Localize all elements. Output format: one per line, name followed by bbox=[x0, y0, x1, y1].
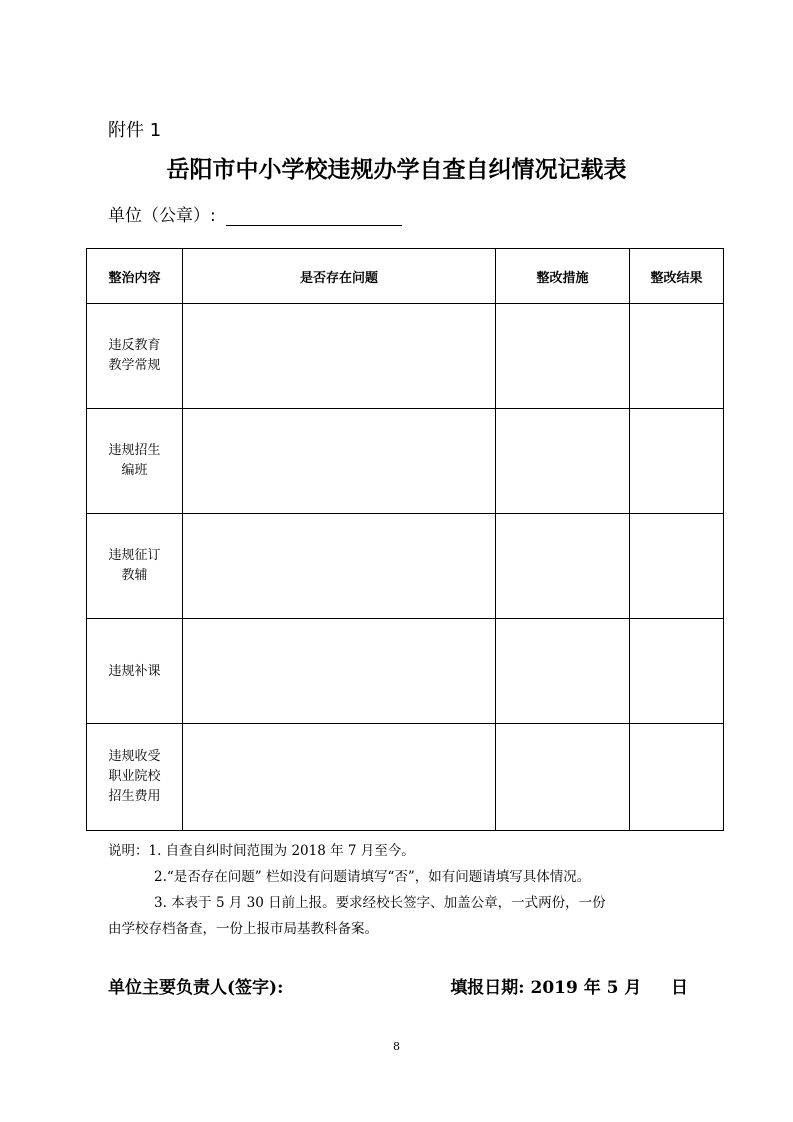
row-category-label: 违规收受职业院校招生费用 bbox=[108, 749, 161, 804]
attachment-label: 附件 1 bbox=[108, 120, 162, 141]
table-row bbox=[87, 409, 724, 514]
unit-seal-blank bbox=[226, 205, 402, 226]
row-category-label: 违反教育教学常规 bbox=[108, 338, 161, 373]
row-category-cell bbox=[87, 619, 183, 724]
row-category-cell bbox=[87, 304, 183, 409]
result-cell[interactable] bbox=[630, 304, 724, 409]
table-row bbox=[87, 514, 724, 619]
column-header-result: 整改结果 bbox=[630, 249, 724, 304]
unit-label: 单位（公章）: bbox=[108, 206, 216, 226]
measures-cell[interactable] bbox=[496, 514, 630, 619]
row-category-label: 违规招生编班 bbox=[108, 443, 161, 478]
record-table bbox=[86, 248, 724, 831]
row-category-cell bbox=[87, 724, 183, 831]
has-issue-cell[interactable] bbox=[183, 724, 496, 831]
result-cell[interactable] bbox=[630, 409, 724, 514]
row-category-cell bbox=[87, 514, 183, 619]
notes-section bbox=[108, 838, 688, 942]
page-title: 岳阳市中小学校违规办学自查自纠情况记载表 bbox=[166, 157, 627, 183]
principal-signature-label: 单位主要负责人(签字): bbox=[108, 978, 284, 998]
note-line-2: 2.“是否存在问题” 栏如没有问题请填写“否”，如有问题请填写具体情况。 bbox=[154, 869, 591, 885]
column-header-measures: 整改措施 bbox=[496, 249, 630, 304]
row-category-cell bbox=[87, 409, 183, 514]
unit-row bbox=[108, 201, 402, 226]
note-line-4: 由学校存档备查，一份上报市局基教科备案。 bbox=[108, 921, 378, 937]
table-row bbox=[87, 619, 724, 724]
has-issue-cell[interactable] bbox=[183, 514, 496, 619]
result-cell[interactable] bbox=[630, 724, 724, 831]
row-category-label: 违规补课 bbox=[108, 664, 161, 679]
measures-cell[interactable] bbox=[496, 409, 630, 514]
result-cell[interactable] bbox=[630, 619, 724, 724]
signature-row bbox=[108, 973, 688, 998]
table-header-row bbox=[87, 249, 724, 304]
page-number: 8 bbox=[393, 1040, 400, 1053]
fill-date-label: 填报日期: 2019 年 5 月 日 bbox=[450, 978, 688, 998]
column-header-category: 整治内容 bbox=[87, 249, 183, 304]
table-row bbox=[87, 304, 724, 409]
column-header-has-issue: 是否存在问题 bbox=[183, 249, 496, 304]
result-cell[interactable] bbox=[630, 514, 724, 619]
measures-cell[interactable] bbox=[496, 619, 630, 724]
has-issue-cell[interactable] bbox=[183, 304, 496, 409]
table-row bbox=[87, 724, 724, 831]
has-issue-cell[interactable] bbox=[183, 409, 496, 514]
note-line-1: 说明：1. 自查自纠时间范围为 2018 年 7 月至今。 bbox=[108, 843, 415, 859]
note-line-3: 3. 本表于 5 月 30 日前上报。要求经校长签字、加盖公章，一式两份，一份 bbox=[154, 895, 606, 911]
row-category-label: 违规征订教辅 bbox=[108, 548, 161, 583]
measures-cell[interactable] bbox=[496, 724, 630, 831]
has-issue-cell[interactable] bbox=[183, 619, 496, 724]
measures-cell[interactable] bbox=[496, 304, 630, 409]
